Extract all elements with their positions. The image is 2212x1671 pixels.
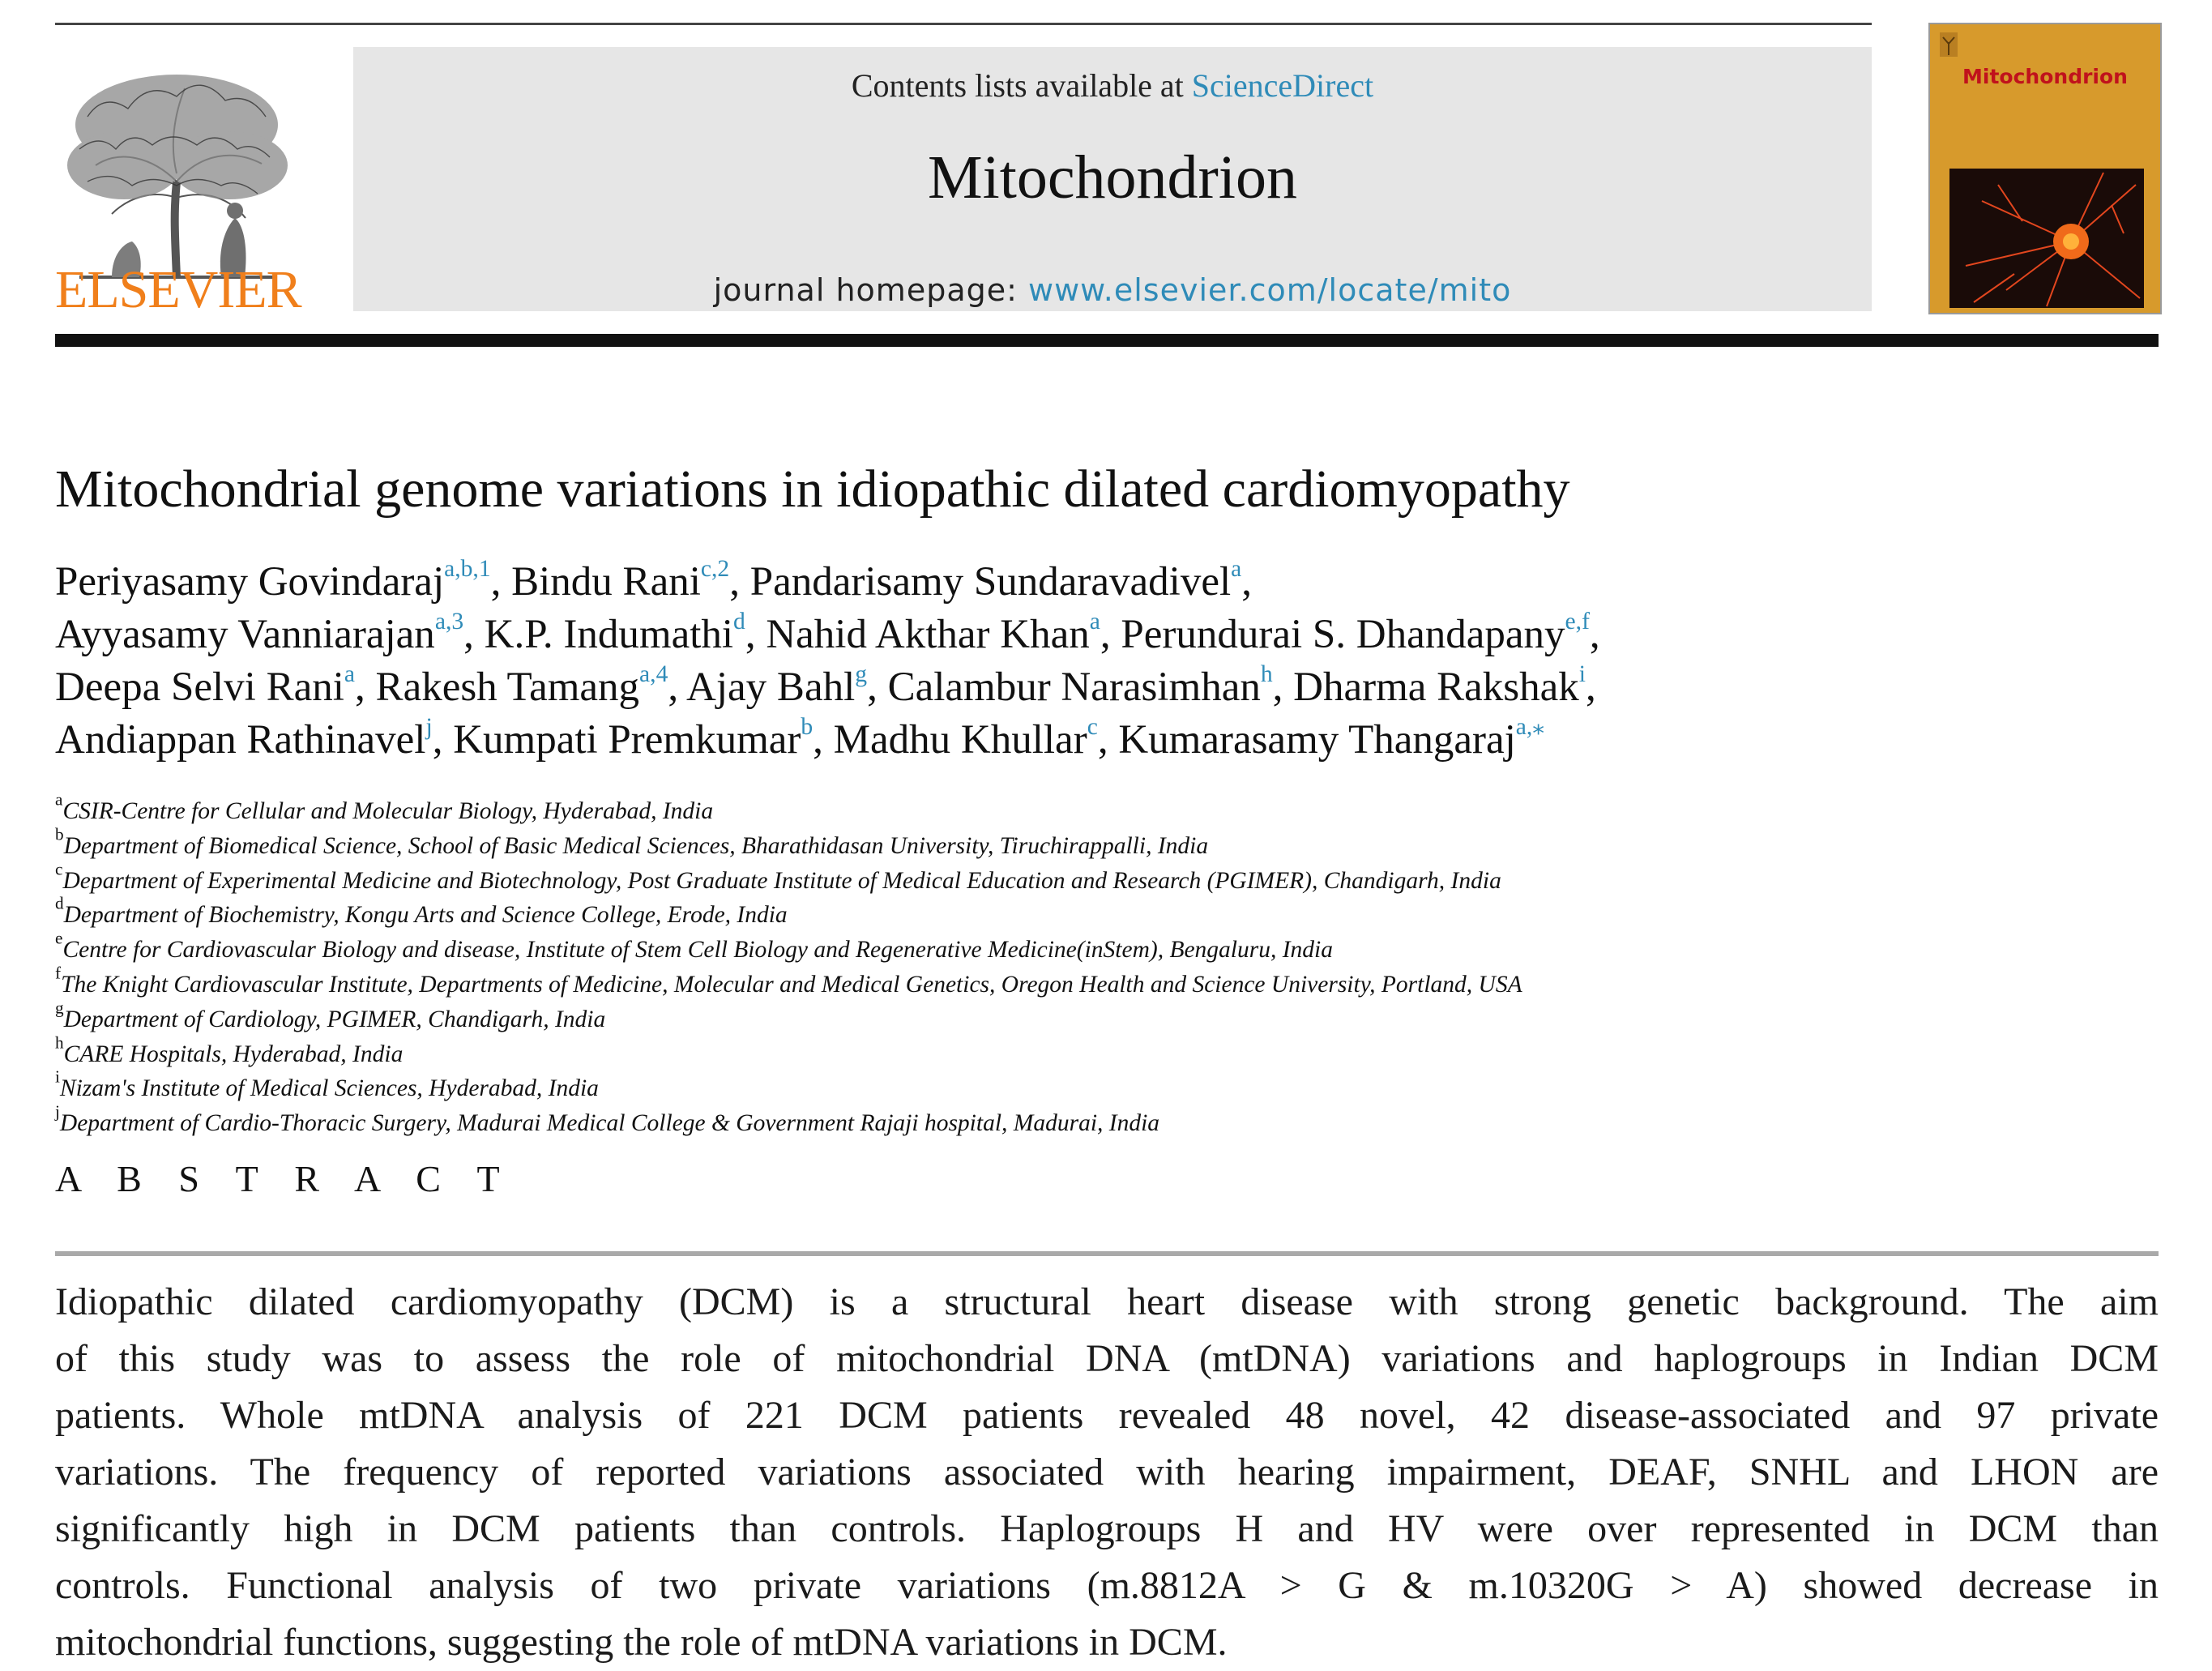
affiliation-item bbox=[55, 998, 2162, 1037]
affiliation-text: CARE Hospitals, Hyderabad, India bbox=[63, 1041, 404, 1067]
author-name[interactable]: Madhu Khullar bbox=[833, 717, 1087, 763]
affiliation-list bbox=[55, 789, 2162, 1141]
author-affiliation-marker[interactable]: b bbox=[801, 713, 813, 740]
header-top-rule bbox=[55, 23, 1872, 25]
affiliation-text: CSIR-Centre for Cellular and Molecular Biology, Hyderabad, India bbox=[62, 798, 714, 824]
author-name[interactable]: Ayyasamy Vanniarajan bbox=[55, 612, 435, 657]
author-affiliation-marker[interactable]: i bbox=[1578, 660, 1586, 687]
affiliation-item bbox=[55, 963, 2162, 1002]
author-separator: , bbox=[1097, 717, 1119, 763]
author-line bbox=[55, 556, 2178, 609]
affiliation-item bbox=[55, 928, 2162, 968]
abstract-line: of this study was to assess the role of mitochondrial DNA (mtDNA) variations and haplogroups in Indian DCM bbox=[55, 1337, 2159, 1380]
author-name[interactable]: Deepa Selvi Rani bbox=[55, 665, 344, 710]
author-separator: , bbox=[432, 717, 454, 763]
affiliation-item bbox=[55, 824, 2162, 864]
affiliation-text: Department of Cardiology, PGIMER, Chandigarh, India bbox=[63, 1006, 606, 1032]
contents-prefix: Contents lists available at bbox=[851, 67, 1184, 104]
author-separator: , bbox=[1589, 612, 1600, 657]
affiliation-key: j bbox=[55, 1101, 60, 1122]
journal-homepage-link[interactable]: www.elsevier.com/locate/mito bbox=[1028, 272, 1512, 308]
author-affiliation-marker[interactable]: a,3 bbox=[434, 608, 464, 635]
affiliation-key: i bbox=[55, 1066, 60, 1087]
author-name[interactable]: Dharma Rakshak bbox=[1293, 665, 1579, 710]
author-separator: , bbox=[1241, 559, 1253, 605]
author-list bbox=[55, 556, 2178, 767]
author-name[interactable]: Pandarisamy Sundaravadivel bbox=[749, 559, 1232, 605]
author-name[interactable]: Rakesh Tamang bbox=[375, 665, 640, 710]
affiliation-key: f bbox=[55, 963, 62, 983]
affiliation-key: g bbox=[55, 998, 64, 1018]
author-separator: , bbox=[355, 665, 376, 710]
author-separator: , bbox=[813, 717, 834, 763]
author-line bbox=[55, 661, 2178, 714]
author-affiliation-marker[interactable]: c,2 bbox=[700, 555, 730, 582]
affiliation-key: d bbox=[55, 893, 64, 913]
author-affiliation-marker[interactable]: a bbox=[344, 660, 356, 687]
author-separator: , bbox=[745, 612, 767, 657]
affiliation-key: b bbox=[55, 824, 64, 844]
affiliation-item bbox=[55, 1066, 2162, 1106]
author-affiliation-marker[interactable]: d bbox=[733, 608, 745, 635]
author-name[interactable]: Bindu Rani bbox=[511, 559, 701, 605]
author-line bbox=[55, 609, 2178, 661]
cover-neuron-image bbox=[1949, 169, 2144, 308]
author-name[interactable]: Kumpati Premkumar bbox=[453, 717, 801, 763]
affiliation-key: c bbox=[55, 859, 63, 879]
affiliation-text: Centre for Cardiovascular Biology and disease, Institute of Stem Cell Biology and Regenerative Medicine(inStem), Bengaluru, India bbox=[62, 937, 1333, 964]
journal-title: Mitochondrion bbox=[928, 143, 1297, 212]
affiliation-text: The Knight Cardiovascular Institute, Departments of Medicine, Molecular and Medical Genetics, Oregon Health and Science University, Portland, USA bbox=[61, 971, 1522, 998]
author-affiliation-marker[interactable]: a bbox=[1231, 555, 1242, 582]
sciencedirect-link[interactable]: ScienceDirect bbox=[1191, 67, 1374, 104]
affiliation-text: Department of Experimental Medicine and Biotechnology, Post Graduate Institute of Medical Education and Research (PGIMER), Chandigarh, India bbox=[62, 867, 1501, 894]
author-affiliation-marker[interactable]: a,4 bbox=[639, 660, 668, 687]
author-affiliation-marker[interactable]: a,b,1 bbox=[444, 555, 491, 582]
article-title: Mitochondrial genome variations in idiopathic dilated cardiomyopathy bbox=[55, 459, 1570, 519]
abstract-line: controls. Functional analysis of two private variations (m.8812A > G & m.10320G > A) showed decrease in bbox=[55, 1564, 2159, 1607]
affiliation-item bbox=[55, 893, 2162, 933]
abstract-rule bbox=[55, 1251, 2159, 1256]
author-separator: , bbox=[729, 559, 750, 605]
author-separator: , bbox=[1586, 665, 1596, 710]
author-name[interactable]: Ajay Bahl bbox=[686, 665, 856, 710]
author-name[interactable]: Nahid Akthar Khan bbox=[766, 612, 1090, 657]
affiliation-item bbox=[55, 1101, 2162, 1141]
abstract-line: significantly high in DCM patients than controls. Haplogroups H and HV were over represented in DCM than bbox=[55, 1507, 2159, 1550]
homepage-line bbox=[353, 272, 1872, 308]
elsevier-wordmark: ELSEVIER bbox=[55, 260, 301, 319]
author-separator: , bbox=[867, 665, 888, 710]
author-affiliation-marker[interactable]: h bbox=[1260, 660, 1273, 687]
journal-banner bbox=[353, 47, 1872, 311]
affiliation-text: Department of Biochemistry, Kongu Arts and Science College, Erode, India bbox=[63, 902, 788, 929]
author-separator: , bbox=[463, 612, 485, 657]
abstract-heading: A B S T R A C T bbox=[55, 1158, 514, 1199]
affiliation-text: Department of Biomedical Science, School of Basic Medical Sciences, Bharathidasan University, Tiruchirappalli, India bbox=[63, 832, 1209, 859]
author-affiliation-marker[interactable]: j bbox=[425, 713, 433, 740]
author-name[interactable]: Perundurai S. Dhandapany bbox=[1121, 612, 1565, 657]
mini-elsevier-icon bbox=[1940, 32, 1958, 57]
author-separator: , bbox=[1100, 612, 1121, 657]
homepage-prefix: journal homepage: bbox=[713, 272, 1018, 308]
author-affiliation-marker[interactable]: e,f bbox=[1565, 608, 1590, 635]
author-name[interactable]: Calambur Narasimhan bbox=[887, 665, 1261, 710]
author-separator: , bbox=[1272, 665, 1294, 710]
affiliation-text: Nizam's Institute of Medical Sciences, Hyderabad, India bbox=[59, 1075, 599, 1102]
author-affiliation-marker[interactable]: a bbox=[1089, 608, 1100, 635]
journal-cover-thumbnail[interactable] bbox=[1928, 23, 2162, 314]
author-name[interactable]: Kumarasamy Thangaraj bbox=[1118, 717, 1516, 763]
affiliation-item bbox=[55, 789, 2162, 829]
affiliation-key: a bbox=[55, 789, 63, 810]
author-name[interactable]: K.P. Indumathi bbox=[484, 612, 734, 657]
author-name[interactable]: Periyasamy Govindaraj bbox=[55, 559, 445, 605]
author-separator: , bbox=[668, 665, 687, 710]
affiliation-key: h bbox=[55, 1032, 64, 1053]
header-bottom-rule bbox=[55, 334, 2159, 347]
abstract-line: mitochondrial functions, suggesting the role of mtDNA variations in DCM. bbox=[55, 1621, 1228, 1664]
author-affiliation-marker[interactable]: c bbox=[1087, 713, 1098, 740]
affiliation-text: Department of Cardio-Thoracic Surgery, Madurai Medical College & Government Rajaji hospital, Madurai, India bbox=[59, 1110, 1160, 1137]
author-separator: , bbox=[490, 559, 512, 605]
author-line bbox=[55, 714, 2178, 767]
abstract-line: variations. The frequency of reported variations associated with hearing impairment, DEAF, SNHL and LHON are bbox=[55, 1451, 2159, 1494]
author-name[interactable]: Andiappan Rathinavel bbox=[55, 717, 426, 763]
affiliation-item bbox=[55, 1032, 2162, 1072]
abstract-line: Idiopathic dilated cardiomyopathy (DCM) is a structural heart disease with strong genetic background. The aim bbox=[55, 1280, 2159, 1323]
cover-journal-title: Mitochondrion bbox=[1962, 65, 2128, 88]
affiliation-item bbox=[55, 859, 2162, 899]
abstract-line: patients. Whole mtDNA analysis of 221 DCM patients revealed 48 novel, 42 disease-associated and 97 private bbox=[55, 1394, 2159, 1437]
affiliation-key: e bbox=[55, 928, 63, 948]
author-affiliation-marker[interactable]: a,⁎ bbox=[1515, 713, 1545, 740]
contents-line bbox=[353, 66, 1872, 105]
abstract-body bbox=[55, 1274, 2159, 1671]
author-affiliation-marker[interactable]: g bbox=[855, 660, 868, 687]
